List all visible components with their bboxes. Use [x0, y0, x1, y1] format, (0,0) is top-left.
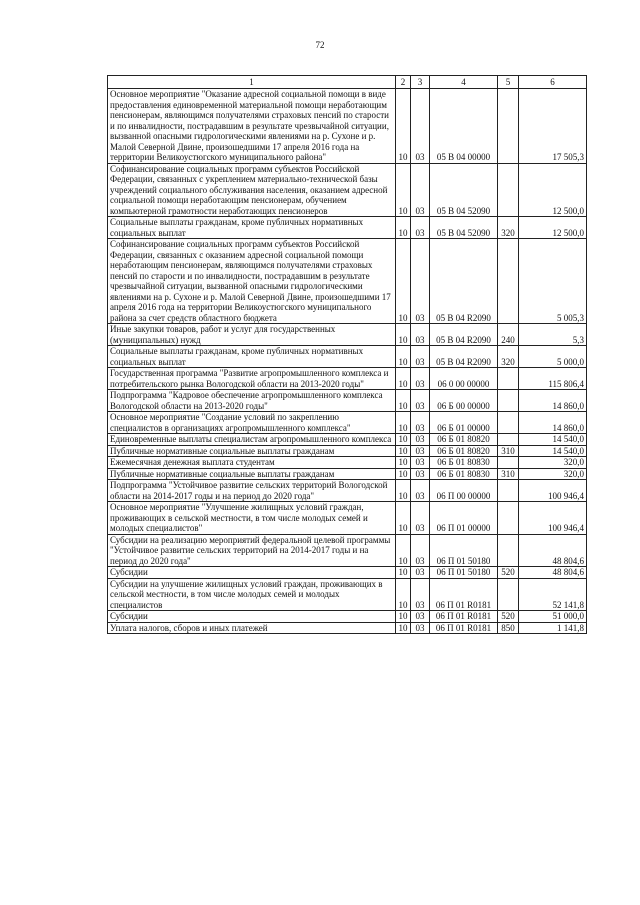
section-code: 10 — [396, 368, 411, 390]
item-name: Публичные нормативные социальные выплаты гражданам — [108, 468, 396, 480]
section-code: 10 — [396, 534, 411, 567]
table-row — [108, 468, 587, 480]
subsection-code: 03 — [411, 434, 430, 446]
amount: 14 860,0 — [519, 412, 587, 434]
expense-type-code: 310 — [498, 445, 519, 457]
expense-type-code: 520 — [498, 567, 519, 579]
amount: 48 804,6 — [519, 534, 587, 567]
target-article-code: 06 П 01 R0181 — [430, 622, 498, 634]
subsection-code: 03 — [411, 502, 430, 535]
table-row — [108, 163, 587, 217]
item-name: Иные закупки товаров, работ и услуг для государственных (муниципальных) нужд — [108, 324, 396, 346]
expense-type-code — [498, 89, 519, 164]
section-code: 10 — [396, 346, 411, 368]
subsection-code: 03 — [411, 534, 430, 567]
target-article-code: 06 0 00 00000 — [430, 368, 498, 390]
expense-type-code — [498, 434, 519, 446]
subsection-code: 03 — [411, 89, 430, 164]
item-name: Социальные выплаты гражданам, кроме публичных нормативных социальных выплат — [108, 346, 396, 368]
target-article-code: 06 П 01 50180 — [430, 534, 498, 567]
target-article-code: 06 П 00 00000 — [430, 480, 498, 502]
amount: 14 540,0 — [519, 434, 587, 446]
header-col-2: 2 — [396, 76, 411, 89]
table-row — [108, 412, 587, 434]
section-code: 10 — [396, 480, 411, 502]
section-code: 10 — [396, 622, 411, 634]
section-code: 10 — [396, 434, 411, 446]
header-col-6: 6 — [519, 76, 587, 89]
amount: 5 005,3 — [519, 239, 587, 324]
amount: 115 806,4 — [519, 368, 587, 390]
table-row — [108, 445, 587, 457]
item-name: Подпрограмма "Устойчивое развитие сельских территорий Вологодской области на 2014-2017 годы и на период до 2020 года" — [108, 480, 396, 502]
table-row — [108, 346, 587, 368]
table-row — [108, 390, 587, 412]
target-article-code: 06 Б 01 80830 — [430, 457, 498, 469]
amount: 14 860,0 — [519, 390, 587, 412]
expense-type-code — [498, 390, 519, 412]
amount: 12 500,0 — [519, 217, 587, 239]
amount: 100 946,4 — [519, 502, 587, 535]
amount: 320,0 — [519, 468, 587, 480]
item-name: Субсидии на улучшение жилищных условий граждан, проживающих в сельской местности, в том числе молодых семей и молодых специалистов — [108, 578, 396, 611]
item-name: Единовременные выплаты специалистам агропромышленного комплекса — [108, 434, 396, 446]
header-col-5: 5 — [498, 76, 519, 89]
amount: 52 141,8 — [519, 578, 587, 611]
amount: 100 946,4 — [519, 480, 587, 502]
table-body — [108, 89, 587, 634]
expense-type-code — [498, 368, 519, 390]
amount: 14 540,0 — [519, 445, 587, 457]
expense-type-code: 310 — [498, 468, 519, 480]
target-article-code: 05 В 04 52090 — [430, 217, 498, 239]
subsection-code: 03 — [411, 239, 430, 324]
table-row — [108, 622, 587, 634]
subsection-code: 03 — [411, 217, 430, 239]
expense-type-code — [498, 502, 519, 535]
section-code: 10 — [396, 324, 411, 346]
section-code: 10 — [396, 578, 411, 611]
target-article-code: 06 П 01 00000 — [430, 502, 498, 535]
item-name: Софинансирование социальных программ субъектов Российской Федерации, связанных с оказанием адресной социальной помощи неработающим пенсионерам, являющимся получателями страховых пенсий по старости и по инвалидности, пострадавшим в результате чрезвычайной ситуации, вызванной опасными гидрологическими явлениями на р. Сухоне и р. Малой Северной Двине, произошедшими 17 апреля 2016 года на территории Великоустюгского муниципального района за счет средств областного бюджета — [108, 239, 396, 324]
subsection-code: 03 — [411, 163, 430, 217]
amount: 48 804,6 — [519, 567, 587, 579]
expense-type-code — [498, 578, 519, 611]
table-row — [108, 578, 587, 611]
table-row — [108, 89, 587, 164]
item-name: Субсидии — [108, 611, 396, 623]
table-row — [108, 480, 587, 502]
table-row — [108, 457, 587, 469]
section-code: 10 — [396, 567, 411, 579]
section-code: 10 — [396, 457, 411, 469]
section-code: 10 — [396, 217, 411, 239]
expense-type-code: 240 — [498, 324, 519, 346]
target-article-code: 06 П 01 50180 — [430, 567, 498, 579]
subsection-code: 03 — [411, 622, 430, 634]
section-code: 10 — [396, 390, 411, 412]
subsection-code: 03 — [411, 346, 430, 368]
item-name: Субсидии — [108, 567, 396, 579]
header-col-1: 1 — [108, 76, 396, 89]
amount: 320,0 — [519, 457, 587, 469]
subsection-code: 03 — [411, 480, 430, 502]
target-article-code: 06 Б 01 80820 — [430, 434, 498, 446]
target-article-code: 05 В 04 R2090 — [430, 346, 498, 368]
expense-type-code: 320 — [498, 346, 519, 368]
section-code: 10 — [396, 468, 411, 480]
item-name: Ежемесячная денежная выплата студентам — [108, 457, 396, 469]
target-article-code: 06 Б 00 00000 — [430, 390, 498, 412]
target-article-code: 05 В 04 R2090 — [430, 324, 498, 346]
subsection-code: 03 — [411, 567, 430, 579]
expense-type-code: 520 — [498, 611, 519, 623]
amount: 5,3 — [519, 324, 587, 346]
item-name: Уплата налогов, сборов и иных платежей — [108, 622, 396, 634]
item-name: Основное мероприятие "Создание условий по закреплению специалистов в организациях агропромышленного комплекса" — [108, 412, 396, 434]
section-code: 10 — [396, 163, 411, 217]
budget-table — [107, 75, 587, 634]
expense-type-code — [498, 480, 519, 502]
target-article-code: 05 В 04 52090 — [430, 163, 498, 217]
subsection-code: 03 — [411, 324, 430, 346]
amount: 5 000,0 — [519, 346, 587, 368]
table-row — [108, 567, 587, 579]
section-code: 10 — [396, 89, 411, 164]
target-article-code: 06 П 01 R0181 — [430, 611, 498, 623]
amount: 1 141,8 — [519, 622, 587, 634]
item-name: Подпрограмма "Кадровое обеспечение агропромышленного комплекса Вологодской области на 2013-2020 годы" — [108, 390, 396, 412]
expense-type-code — [498, 457, 519, 469]
page-number: 72 — [315, 40, 325, 50]
section-code: 10 — [396, 502, 411, 535]
table-row — [108, 534, 587, 567]
subsection-code: 03 — [411, 368, 430, 390]
table-row — [108, 324, 587, 346]
amount: 51 000,0 — [519, 611, 587, 623]
section-code: 10 — [396, 239, 411, 324]
subsection-code: 03 — [411, 611, 430, 623]
table-row — [108, 239, 587, 324]
table-row — [108, 368, 587, 390]
target-article-code: 06 Б 01 80820 — [430, 445, 498, 457]
expense-type-code — [498, 412, 519, 434]
expense-type-code: 320 — [498, 217, 519, 239]
header-col-4: 4 — [430, 76, 498, 89]
table-row — [108, 611, 587, 623]
subsection-code: 03 — [411, 457, 430, 469]
amount: 12 500,0 — [519, 163, 587, 217]
item-name: Основное мероприятие "Улучшение жилищных условий граждан, проживающих в сельской местности, в том числе молодых семей и молодых специалистов" — [108, 502, 396, 535]
item-name: Публичные нормативные социальные выплаты гражданам — [108, 445, 396, 457]
expense-type-code: 850 — [498, 622, 519, 634]
target-article-code: 05 В 04 R2090 — [430, 239, 498, 324]
expense-type-code — [498, 163, 519, 217]
section-code: 10 — [396, 611, 411, 623]
expense-type-code — [498, 534, 519, 567]
section-code: 10 — [396, 412, 411, 434]
expense-type-code — [498, 239, 519, 324]
subsection-code: 03 — [411, 445, 430, 457]
item-name: Субсидии на реализацию мероприятий федеральной целевой программы "Устойчивое развитие сельских территорий на 2014-2017 годы и на период до 2020 года" — [108, 534, 396, 567]
subsection-code: 03 — [411, 578, 430, 611]
target-article-code: 06 Б 01 00000 — [430, 412, 498, 434]
section-code: 10 — [396, 445, 411, 457]
table-row — [108, 502, 587, 535]
item-name: Государственная программа "Развитие агропромышленного комплекса и потребительского рынка Вологодской области на 2013-2020 годы" — [108, 368, 396, 390]
amount: 17 505,3 — [519, 89, 587, 164]
item-name: Софинансирование социальных программ субъектов Российской Федерации, связанных с укреплением материально-технической базы учреждений социального обслуживания населения, оказанием адресной социальной помощи неработающим пенсионерам, обучением компьютерной грамотности неработающих пенсионеров — [108, 163, 396, 217]
target-article-code: 06 Б 01 80830 — [430, 468, 498, 480]
header-col-3: 3 — [411, 76, 430, 89]
table-row — [108, 217, 587, 239]
subsection-code: 03 — [411, 390, 430, 412]
subsection-code: 03 — [411, 412, 430, 434]
table-row — [108, 434, 587, 446]
subsection-code: 03 — [411, 468, 430, 480]
item-name: Социальные выплаты гражданам, кроме публичных нормативных социальных выплат — [108, 217, 396, 239]
target-article-code: 06 П 01 R0181 — [430, 578, 498, 611]
item-name: Основное мероприятие "Оказание адресной социальной помощи в виде предоставления единовременной материальной помощи неработающим пенсионерам, являющимся получателями страховых пенсий по старости и по инвалидности, пострадавшим в результате чрезвычайной ситуации, вызванной опасными гидрологическими явлениями на р. Сухоне и р. Малой Северной Двине, произошедшими 17 апреля 2016 года на территории Великоустюгского муниципального района" — [108, 89, 396, 164]
table-header-row — [108, 76, 587, 89]
target-article-code: 05 В 04 00000 — [430, 89, 498, 164]
